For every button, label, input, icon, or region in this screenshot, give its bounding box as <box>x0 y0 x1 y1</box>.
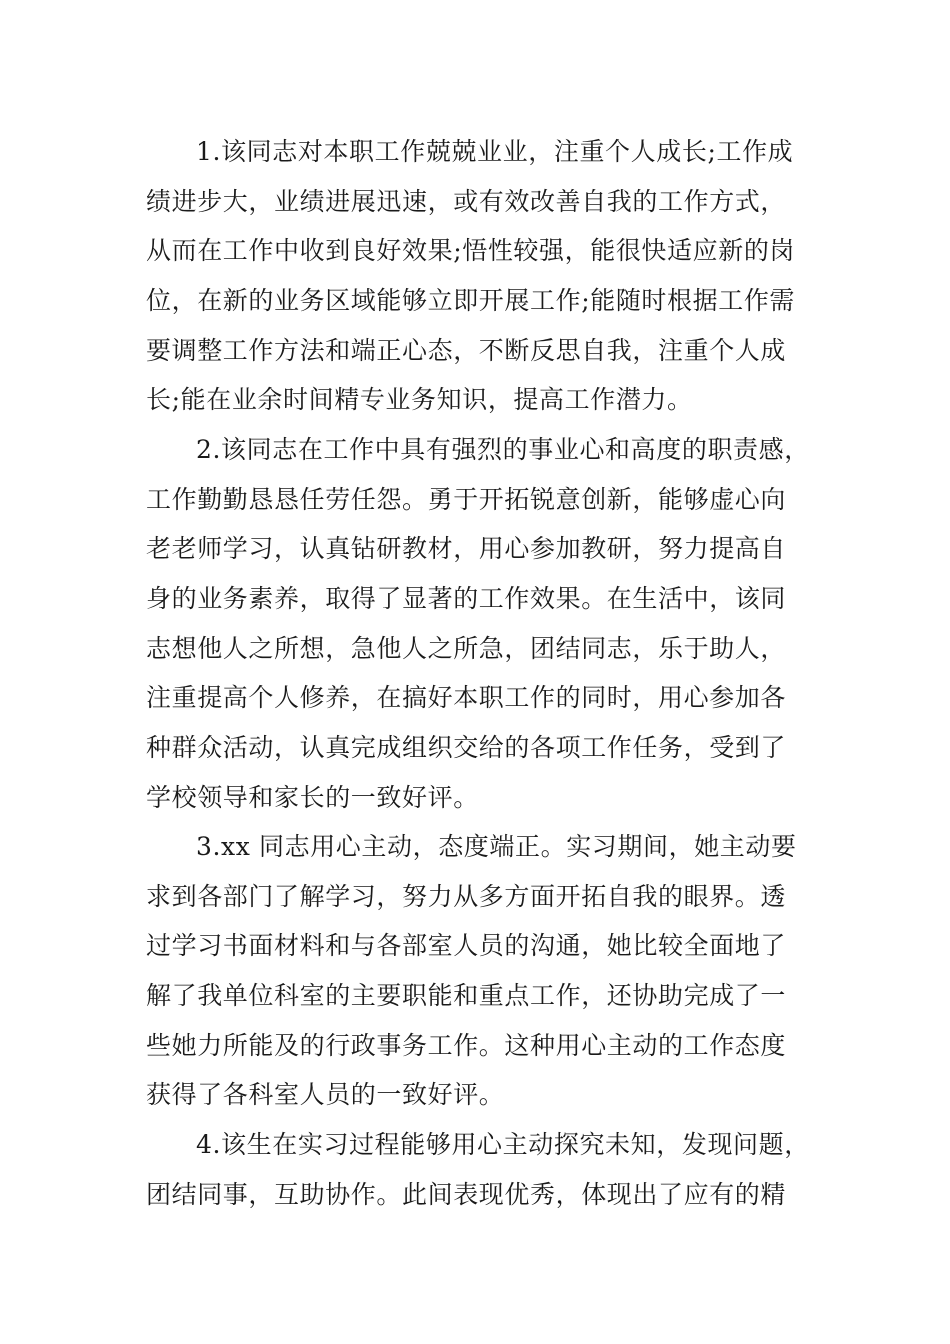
paragraph-1-line-2: 绩进步大，业绩进展迅速，或有效改善自我的工作方式， <box>146 187 787 216</box>
paragraph-4-line-1: 4.该生在实习过程能够用心主动探究未知，发现问题， <box>196 1130 810 1159</box>
paragraph-2-line-7: 种群众活动，认真完成组织交给的各项工作任务，受到了 <box>146 733 787 762</box>
paragraph-4-line-2: 团结同事，互助协作。此间表现优秀，体现出了应有的精 <box>146 1180 787 1209</box>
paragraph-1-line-4: 位，在新的业务区域能够立即开展工作;能随时根据工作需 <box>146 286 796 315</box>
paragraph-2-line-8: 学校领导和家长的一致好评。 <box>146 783 479 812</box>
paragraph-3-line-3: 过学习书面材料和与各部室人员的沟通，她比较全面地了 <box>146 931 787 960</box>
paragraph-1-line-3: 从而在工作中收到良好效果;悟性较强，能很快适应新的岗 <box>146 236 796 265</box>
paragraph-1-line-5: 要调整工作方法和端正心态，不断反思自我，注重个人成 <box>146 336 787 365</box>
paragraph-2-line-4: 身的业务素养，取得了显著的工作效果。在生活中，该同 <box>146 584 787 613</box>
paragraph-2-line-5: 志想他人之所想，急他人之所急，团结同志，乐于助人， <box>146 634 787 663</box>
paragraph-3-line-6: 获得了各科室人员的一致好评。 <box>146 1080 505 1109</box>
paragraph-1-line-6: 长;能在业余时间精专业务知识，提高工作潜力。 <box>146 385 693 414</box>
paragraph-2-line-1: 2.该同志在工作中具有强烈的事业心和高度的职责感， <box>196 435 810 464</box>
paragraph-3-line-4: 解了我单位科室的主要职能和重点工作，还协助完成了一 <box>146 981 787 1010</box>
paragraph-2-line-6: 注重提高个人修养，在搞好本职工作的同时，用心参加各 <box>146 683 787 712</box>
paragraph-2-line-3: 老老师学习，认真钻研教材，用心参加教研，努力提高自 <box>146 534 787 563</box>
paragraph-1-line-1: 1.该同志对本职工作兢兢业业，注重个人成长;工作成 <box>196 137 794 166</box>
paragraph-3-line-1: 3.xx 同志用心主动，态度端正。实习期间，她主动要 <box>196 832 797 861</box>
paragraph-3-line-5: 些她力所能及的行政事务工作。这种用心主动的工作态度 <box>146 1031 787 1060</box>
paragraph-3-line-2: 求到各部门了解学习，努力从多方面开拓自我的眼界。透 <box>146 882 787 911</box>
paragraph-2-line-2: 工作勤勤恳恳任劳任怨。勇于开拓锐意创新，能够虚心向 <box>146 485 787 514</box>
